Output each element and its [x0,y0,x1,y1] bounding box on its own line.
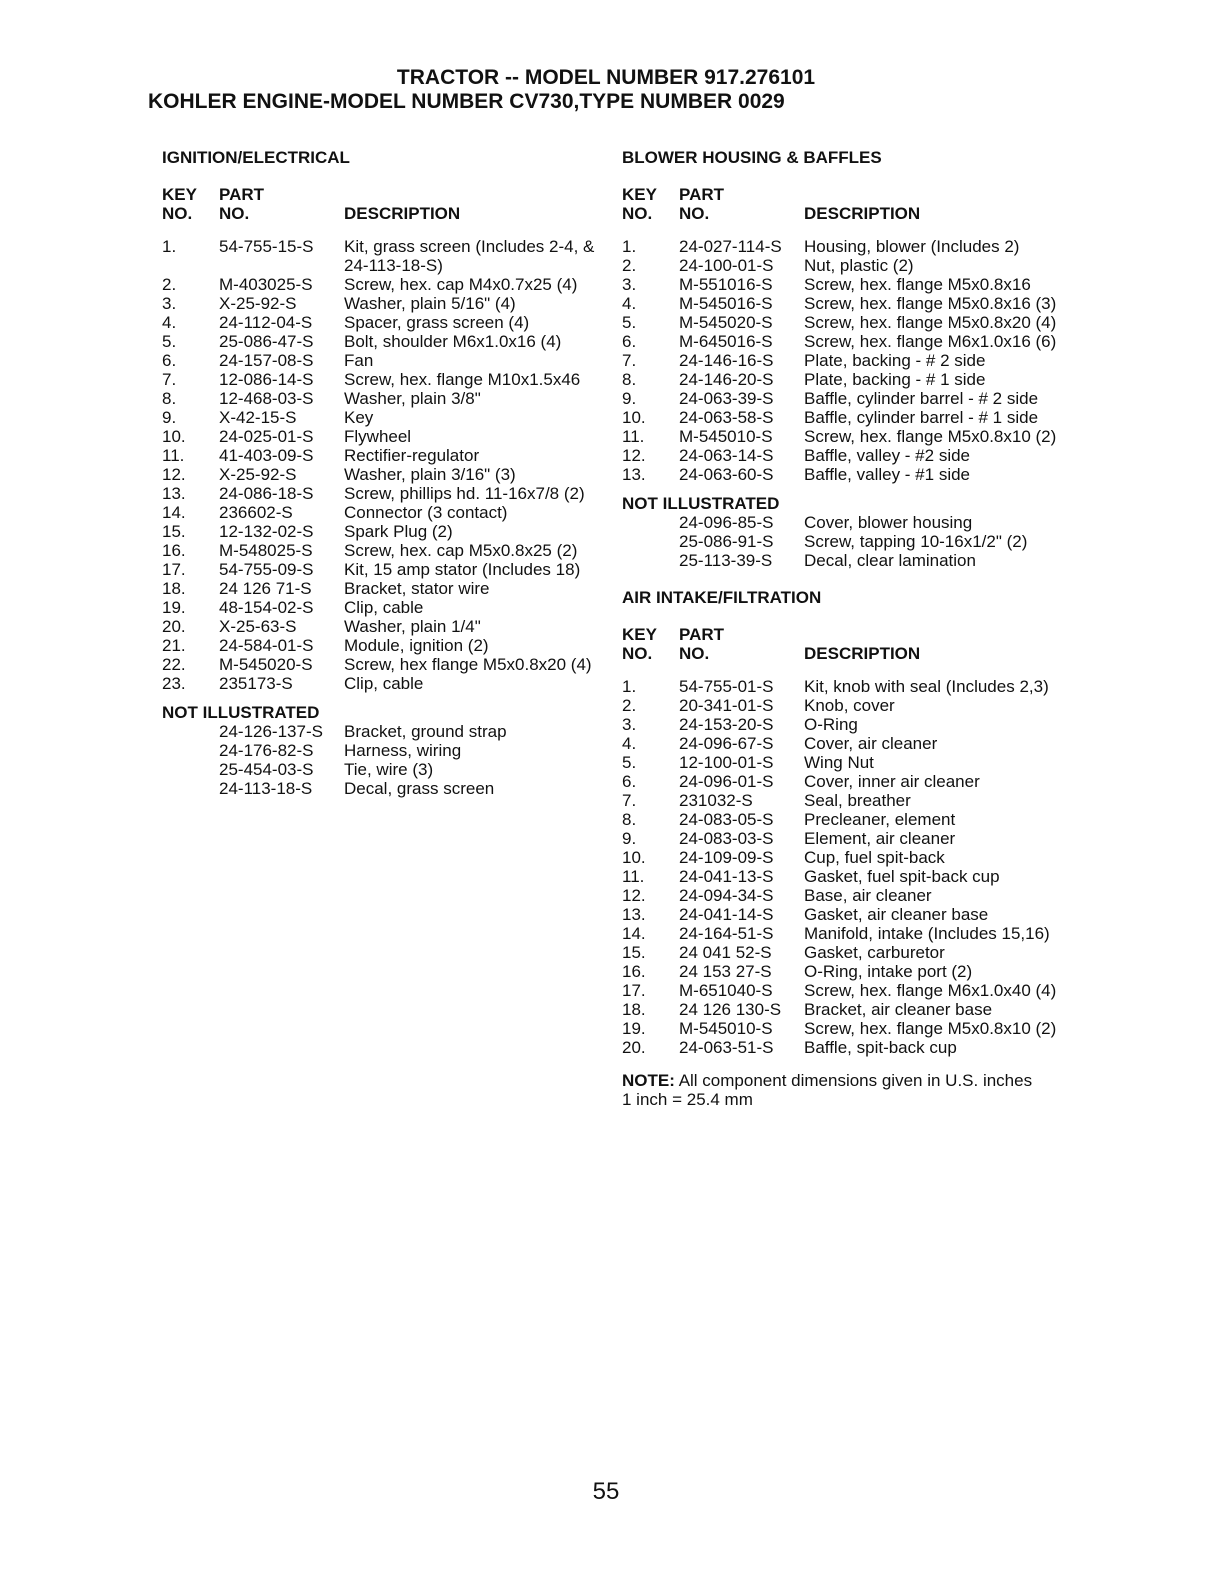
part-description: Screw, hex flange M5x0.8x20 (4) [344,655,592,674]
part-description: Fan [344,351,374,370]
part-number: 24-109-09-S [679,848,774,867]
part-row [162,370,602,389]
key-number: 18. [622,1000,646,1019]
part-number: M-645016-S [679,332,773,351]
part-row [162,237,602,275]
part-number: M-545016-S [679,294,773,313]
part-description: Gasket, fuel spit-back cup [804,867,1000,886]
part-row [162,465,602,484]
part-row [622,551,1062,570]
part-description: Tie, wire (3) [344,760,434,779]
part-number: 24-094-34-S [679,886,774,905]
part-row [162,722,602,741]
part-row [622,810,1062,829]
part-row [622,772,1062,791]
part-row [162,522,602,541]
key-number: 12. [622,446,646,465]
part-number: 25-086-47-S [219,332,314,351]
description-header: DESCRIPTION [344,204,461,223]
part-description: Bracket, stator wire [344,579,490,598]
part-description: Washer, plain 3/16" (3) [344,465,516,484]
part-row [622,981,1062,1000]
part-description: Screw, hex. flange M5x0.8x10 (2) [804,427,1057,446]
part-description: Precleaner, element [804,810,956,829]
part-description: Screw, hex. flange M5x0.8x20 (4) [804,313,1057,332]
key-number: 7. [162,370,177,389]
part-description: Kit, grass screen (Includes 2-4, & 24-113-18-S) [344,237,595,275]
part-number: 24-041-14-S [679,905,774,924]
part-row [162,294,602,313]
part-description: Bolt, shoulder M6x1.0x16 (4) [344,332,562,351]
part-row [622,886,1062,905]
part-number: 24-157-08-S [219,351,314,370]
part-row [162,484,602,503]
part-description: Housing, blower (Includes 2) [804,237,1020,256]
part-description: Decal, clear lamination [804,551,976,570]
key-number: 8. [622,370,637,389]
part-row [622,351,1062,370]
part-description: Cup, fuel spit-back [804,848,945,867]
part-number: 12-132-02-S [219,522,314,541]
part-description: Washer, plain 1/4" [344,617,481,636]
part-number: 24-083-05-S [679,810,774,829]
part-row [162,332,602,351]
key-number: 2. [622,696,637,715]
part-number: M-545010-S [679,427,773,446]
part-row [622,753,1062,772]
key-number: 23. [162,674,186,693]
key-number [622,551,679,570]
part-description: Plate, backing - # 2 side [804,351,986,370]
part-description: Connector (3 contact) [344,503,508,522]
part-row [622,791,1062,810]
parts-list [622,237,1062,484]
part-number: M-545020-S [219,655,313,674]
key-number: 13. [162,484,186,503]
part-row [622,332,1062,351]
key-number: 4. [622,294,637,313]
key-number: 11. [162,446,185,465]
key-number [622,532,679,551]
part-number: 48-154-02-S [219,598,314,617]
key-header: KEY [162,185,197,204]
part-description: Element, air cleaner [804,829,956,848]
key-header-no: NO. [622,204,653,223]
part-row [622,924,1062,943]
key-number: 14. [162,503,186,522]
key-number: 2. [162,275,177,294]
part-description: Cover, air cleaner [804,734,938,753]
part-number: 236602-S [219,503,293,522]
part-description: Screw, hex. flange M5x0.8x10 (2) [804,1019,1057,1038]
key-number [162,760,219,779]
part-number: 24-146-20-S [679,370,774,389]
part-number: 24-063-51-S [679,1038,774,1057]
key-number: 4. [622,734,637,753]
part-description: Clip, cable [344,598,424,617]
part-description: O-Ring, intake port (2) [804,962,973,981]
part-row [622,465,1062,484]
key-number: 13. [622,905,646,924]
part-row [622,734,1062,753]
part-row [622,408,1062,427]
part-number: 25-113-39-S [679,551,773,570]
key-number: 10. [622,848,646,867]
column-header [162,185,602,225]
key-number: 12. [622,886,646,905]
part-description: Gasket, carburetor [804,943,945,962]
part-row [622,677,1062,696]
part-description: Harness, wiring [344,741,462,760]
key-number: 2. [622,256,637,275]
part-header: PART [679,185,725,204]
part-header-no: NO. [219,204,250,223]
key-number: 17. [162,560,186,579]
part-description: Key [344,408,374,427]
part-row [622,715,1062,734]
part-description: Screw, hex. flange M6x1.0x40 (4) [804,981,1057,1000]
part-header-no: NO. [679,644,710,663]
part-number: 54-755-15-S [219,237,314,256]
key-number: 5. [622,313,637,332]
page-number: 55 [592,1478,620,1505]
part-description: Screw, hex. cap M5x0.8x25 (2) [344,541,578,560]
part-description: Rectifier-regulator [344,446,480,465]
part-number: X-25-92-S [219,465,297,484]
key-number: 12. [162,465,186,484]
part-description: Cover, blower housing [804,513,973,532]
part-number: 24-063-14-S [679,446,774,465]
key-number: 8. [622,810,637,829]
part-description: Seal, breather [804,791,911,810]
part-number: 24-063-60-S [679,465,774,484]
part-description: Screw, hex. flange M6x1.0x16 (6) [804,332,1057,351]
key-number: 19. [622,1019,646,1038]
part-row [162,446,602,465]
note-label: NOTE: [622,1071,675,1090]
part-number: 24 126 71-S [219,579,312,598]
key-number: 20. [162,617,186,636]
part-description: Kit, 15 amp stator (Includes 18) [344,560,581,579]
part-number: X-25-92-S [219,294,297,313]
key-number: 9. [622,389,637,408]
part-number: 24-096-85-S [679,513,774,532]
part-description: Screw, hex. flange M10x1.5x46 [344,370,581,389]
part-row [622,294,1062,313]
key-number: 7. [622,351,637,370]
part-description: Cover, inner air cleaner [804,772,980,791]
part-description: Spark Plug (2) [344,522,453,541]
part-row [162,275,602,294]
part-number: 24-063-58-S [679,408,774,427]
key-number: 13. [622,465,646,484]
part-number: M-651040-S [679,981,773,1000]
key-number: 1. [162,237,177,256]
key-number: 9. [162,408,177,427]
not-illustrated-list [162,722,602,798]
section-title: AIR INTAKE/FILTRATION [622,588,822,607]
key-number: 11. [622,427,645,446]
key-number [622,513,679,532]
part-description: Baffle, valley - #2 side [804,446,970,465]
not-illustrated-title: NOT ILLUSTRATED [162,703,320,722]
key-number: 16. [622,962,646,981]
part-row [622,389,1062,408]
part-row [622,446,1062,465]
key-number: 22. [162,655,186,674]
key-number: 21. [162,636,186,655]
ignition-section [162,148,602,798]
part-number: 24-153-20-S [679,715,774,734]
part-number: X-25-63-S [219,617,297,636]
part-row [162,674,602,693]
part-number: 24 153 27-S [679,962,772,981]
part-number: 24-100-01-S [679,256,774,275]
part-row [162,541,602,560]
part-number: 24-096-67-S [679,734,774,753]
part-number: 12-086-14-S [219,370,314,389]
key-number: 18. [162,579,186,598]
part-number: 24 041 52-S [679,943,772,962]
part-number: 24-063-39-S [679,389,774,408]
key-number: 14. [622,924,646,943]
note [622,1071,1042,1109]
key-number: 3. [622,715,637,734]
key-number: 15. [622,943,646,962]
key-number: 16. [162,541,186,560]
part-row [622,370,1062,389]
part-description: Kit, knob with seal (Includes 2,3) [804,677,1049,696]
section-title: BLOWER HOUSING & BAFFLES [622,148,882,167]
column-header [622,185,1062,225]
key-header: KEY [622,185,657,204]
part-row [622,237,1062,256]
key-number: 5. [622,753,637,772]
part-description: O-Ring [804,715,858,734]
part-number: 24 126 130-S [679,1000,782,1019]
part-row [622,256,1062,275]
part-number: 24-146-16-S [679,351,774,370]
part-number: M-545010-S [679,1019,773,1038]
key-number: 20. [622,1038,646,1057]
part-description: Module, ignition (2) [344,636,489,655]
part-description: Spacer, grass screen (4) [344,313,530,332]
part-row [622,829,1062,848]
part-number: 25-086-91-S [679,532,774,551]
key-number [162,779,219,798]
description-header: DESCRIPTION [804,204,921,223]
part-number: 25-454-03-S [219,760,314,779]
part-description: Knob, cover [804,696,895,715]
key-number: 5. [162,332,177,351]
key-number: 4. [162,313,177,332]
part-row [162,389,602,408]
part-row [162,427,602,446]
part-number: M-548025-S [219,541,313,560]
part-row [162,617,602,636]
page-title: TRACTOR -- MODEL NUMBER 917.276101 [396,66,816,89]
part-description: Screw, hex. flange M5x0.8x16 (3) [804,294,1057,313]
part-number: 24-584-01-S [219,636,314,655]
part-number: 24-126-137-S [219,722,323,741]
part-number: 24-113-18-S [219,779,313,798]
part-number: 24-112-04-S [219,313,313,332]
key-number: 15. [162,522,186,541]
part-number: 12-100-01-S [679,753,774,772]
page-subtitle: KOHLER ENGINE-MODEL NUMBER CV730,TYPE NUMBER 0029 [148,90,785,113]
part-number: 24-164-51-S [679,924,774,943]
part-row [162,760,602,779]
part-description: Baffle, cylinder barrel - # 1 side [804,408,1039,427]
part-description: Screw, hex. flange M5x0.8x16 [804,275,1031,294]
part-row [162,560,602,579]
key-number: 19. [162,598,186,617]
part-number: 54-755-09-S [219,560,314,579]
part-description: Base, air cleaner [804,886,932,905]
key-number: 9. [622,829,637,848]
part-description: Washer, plain 5/16" (4) [344,294,516,313]
key-number: 11. [622,867,645,886]
key-number: 6. [622,332,637,351]
key-number: 8. [162,389,177,408]
part-number: 12-468-03-S [219,389,314,408]
part-header: PART [679,625,725,644]
part-number: 24-041-13-S [679,867,774,886]
part-row [622,867,1062,886]
part-row [162,655,602,674]
part-row [162,313,602,332]
key-header: KEY [622,625,657,644]
section-title: IGNITION/ELECTRICAL [162,148,350,167]
part-row [162,598,602,617]
part-description: Manifold, intake (Includes 15,16) [804,924,1050,943]
not-illustrated-list [622,513,1062,570]
key-number: 10. [162,427,186,446]
part-row [622,275,1062,294]
part-description: Baffle, cylinder barrel - # 2 side [804,389,1039,408]
part-row [162,579,602,598]
part-row [162,636,602,655]
description-header: DESCRIPTION [804,644,921,663]
part-description: Screw, phillips hd. 11-16x7/8 (2) [344,484,585,503]
part-description: Screw, tapping 10-16x1/2" (2) [804,532,1028,551]
part-row [622,696,1062,715]
part-row [162,503,602,522]
part-description: Clip, cable [344,674,424,693]
part-row [622,962,1062,981]
key-header-no: NO. [162,204,193,223]
key-number: 10. [622,408,646,427]
key-number: 3. [162,294,177,313]
parts-list [622,677,1062,1057]
part-number: M-545020-S [679,313,773,332]
part-number: 24-086-18-S [219,484,314,503]
key-number: 1. [622,237,637,256]
part-row [622,313,1062,332]
column-header [622,625,1062,665]
part-row [162,741,602,760]
part-number: 235173-S [219,674,293,693]
key-number [162,741,219,760]
part-row [622,1038,1062,1057]
part-row [622,532,1062,551]
part-number: 24-027-114-S [679,237,782,256]
part-description: Gasket, air cleaner base [804,905,989,924]
key-number: 17. [622,981,646,1000]
part-header-no: NO. [679,204,710,223]
key-number [162,722,219,741]
part-number: 54-755-01-S [679,677,774,696]
key-number: 6. [162,351,177,370]
part-row [622,848,1062,867]
key-number: 1. [622,677,637,696]
part-number: 24-083-03-S [679,829,774,848]
key-number: 6. [622,772,637,791]
part-row [622,513,1062,532]
part-number: M-551016-S [679,275,773,294]
part-row [622,427,1062,446]
part-row [162,779,602,798]
blower-section [622,148,1062,1109]
part-description: Nut, plastic (2) [804,256,914,275]
part-number: 24-176-82-S [219,741,314,760]
key-number: 7. [622,791,637,810]
note-text: All component dimensions given in U.S. inches 1 inch = 25.4 mm [622,1071,1033,1109]
key-header-no: NO. [622,644,653,663]
parts-list [162,237,602,693]
part-header: PART [219,185,265,204]
part-number: 20-341-01-S [679,696,774,715]
part-description: Wing Nut [804,753,874,772]
part-description: Bracket, air cleaner base [804,1000,993,1019]
part-number: 24-096-01-S [679,772,774,791]
key-number: 3. [622,275,637,294]
part-row [622,1019,1062,1038]
part-row [622,943,1062,962]
part-description: Bracket, ground strap [344,722,507,741]
part-description: Baffle, valley - #1 side [804,465,970,484]
part-description: Decal, grass screen [344,779,495,798]
part-row [622,1000,1062,1019]
part-row [162,351,602,370]
part-description: Washer, plain 3/8" [344,389,481,408]
part-number: M-403025-S [219,275,313,294]
part-description: Flywheel [344,427,412,446]
part-row [162,408,602,427]
part-row [622,905,1062,924]
part-number: 41-403-09-S [219,446,314,465]
part-number: 24-025-01-S [219,427,314,446]
part-number: 231032-S [679,791,753,810]
part-number: X-42-15-S [219,408,297,427]
not-illustrated-title: NOT ILLUSTRATED [622,494,780,513]
part-description: Plate, backing - # 1 side [804,370,986,389]
part-description: Baffle, spit-back cup [804,1038,957,1057]
part-description: Screw, hex. cap M4x0.7x25 (4) [344,275,578,294]
